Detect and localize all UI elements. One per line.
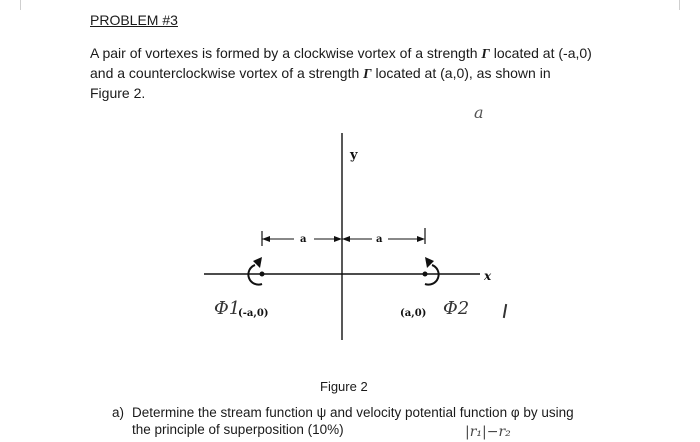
- vortex-figure: [190, 128, 520, 343]
- statement-line-1: [90, 44, 650, 64]
- dimension-label-left: a: [300, 234, 307, 245]
- question-line-1: [112, 404, 632, 421]
- handwritten-phi2: Φ2: [443, 298, 470, 319]
- question-label: a): [112, 405, 125, 420]
- gamma-symbol: Γ: [363, 67, 372, 82]
- question-text: Determine the stream function ψ and velocity potential function φ by using: [132, 405, 574, 420]
- dimension-label-right: a: [376, 234, 383, 245]
- x-axis-label: x: [484, 269, 492, 283]
- handwritten-phi1: Φ1: [214, 298, 241, 319]
- clockwise-vortex: [248, 257, 264, 285]
- problem-statement: [90, 44, 650, 103]
- statement-line-3: Figure 2.: [90, 85, 146, 101]
- handwritten-a: a: [474, 103, 484, 122]
- question-line-2: the principle of superposition (10%): [132, 422, 344, 437]
- counterclockwise-vortex: [423, 257, 439, 285]
- statement-text: A pair of vortexes is formed by a clockwise vortex of a strength: [90, 45, 482, 61]
- page-frame: [20, 0, 680, 10]
- y-axis-label: y: [350, 148, 358, 163]
- statement-line-2: [90, 64, 650, 84]
- gamma-symbol: Γ: [481, 47, 490, 62]
- dimension-line: [262, 228, 425, 246]
- point-right-label: (a,0): [400, 308, 427, 319]
- statement-text: located at (a,0), as shown in: [371, 65, 551, 81]
- problem-heading: PROBLEM #3: [90, 12, 178, 28]
- statement-text: and a counterclockwise vortex of a strength: [90, 65, 364, 81]
- handwritten-bottom: |r₁|−r₂: [465, 424, 511, 440]
- question-a: [112, 404, 632, 438]
- figure-caption: Figure 2: [320, 379, 368, 394]
- statement-text: located at (-a,0): [489, 45, 592, 61]
- point-left-label: (-a,0): [238, 308, 269, 319]
